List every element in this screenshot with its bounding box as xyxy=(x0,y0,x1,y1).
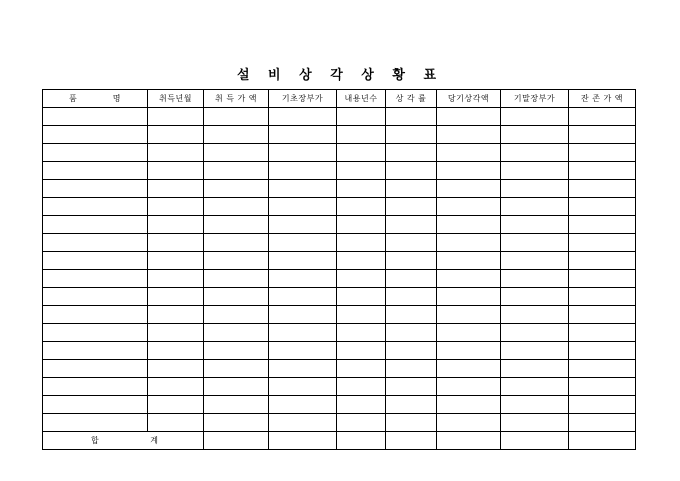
table-cell[interactable] xyxy=(569,342,636,360)
total-cell[interactable] xyxy=(337,432,386,450)
table-cell[interactable] xyxy=(569,378,636,396)
table-cell[interactable] xyxy=(569,396,636,414)
column-header-residual-value: 잔 존 가 액 xyxy=(569,90,636,108)
table-row xyxy=(43,270,636,288)
table-cell[interactable] xyxy=(43,324,148,342)
table-cell[interactable] xyxy=(569,360,636,378)
table-cell[interactable] xyxy=(204,324,269,342)
table-cell[interactable] xyxy=(569,198,636,216)
table-cell[interactable] xyxy=(569,108,636,126)
table-cell[interactable] xyxy=(204,378,269,396)
table-cell[interactable] xyxy=(501,198,569,216)
table-cell[interactable] xyxy=(43,252,148,270)
table-cell[interactable] xyxy=(269,378,337,396)
table-cell[interactable] xyxy=(386,162,437,180)
table-cell[interactable] xyxy=(269,162,337,180)
table-cell[interactable] xyxy=(269,324,337,342)
table-cell[interactable] xyxy=(269,126,337,144)
table-cell[interactable] xyxy=(501,360,569,378)
table-cell[interactable] xyxy=(337,360,386,378)
table-cell[interactable] xyxy=(501,288,569,306)
table-cell[interactable] xyxy=(386,252,437,270)
table-cell[interactable] xyxy=(437,288,501,306)
table-cell[interactable] xyxy=(204,198,269,216)
table-cell[interactable] xyxy=(337,414,386,432)
table-cell[interactable] xyxy=(204,126,269,144)
table-cell[interactable] xyxy=(269,306,337,324)
table-cell[interactable] xyxy=(148,234,204,252)
table-row xyxy=(43,144,636,162)
total-cell[interactable] xyxy=(269,432,337,450)
table-cell[interactable] xyxy=(501,126,569,144)
table-cell[interactable] xyxy=(204,234,269,252)
table-cell[interactable] xyxy=(43,288,148,306)
column-header-current-depreciation: 당기상각액 xyxy=(437,90,501,108)
table-cell[interactable] xyxy=(386,108,437,126)
table-cell[interactable] xyxy=(204,414,269,432)
table-cell[interactable] xyxy=(569,126,636,144)
table-cell[interactable] xyxy=(437,414,501,432)
table-cell[interactable] xyxy=(501,216,569,234)
table-cell[interactable] xyxy=(337,324,386,342)
table-cell[interactable] xyxy=(148,342,204,360)
table-cell[interactable] xyxy=(269,396,337,414)
table-cell[interactable] xyxy=(204,162,269,180)
table-row xyxy=(43,216,636,234)
table-cell[interactable] xyxy=(386,288,437,306)
table-cell[interactable] xyxy=(43,306,148,324)
page-title: 설 비 상 각 상 황 표 xyxy=(236,68,444,83)
total-cell[interactable] xyxy=(501,432,569,450)
table-cell[interactable] xyxy=(437,108,501,126)
table-cell[interactable] xyxy=(148,378,204,396)
table-cell[interactable] xyxy=(437,342,501,360)
table-cell[interactable] xyxy=(148,252,204,270)
table-cell[interactable] xyxy=(43,216,148,234)
table-cell[interactable] xyxy=(437,180,501,198)
table-cell[interactable] xyxy=(148,288,204,306)
table-cell[interactable] xyxy=(148,180,204,198)
table-cell[interactable] xyxy=(269,216,337,234)
table-body xyxy=(43,108,636,432)
table-cell[interactable] xyxy=(269,234,337,252)
table-row xyxy=(43,288,636,306)
table-cell[interactable] xyxy=(269,252,337,270)
table-cell[interactable] xyxy=(437,306,501,324)
table-cell[interactable] xyxy=(501,414,569,432)
table-cell[interactable] xyxy=(204,216,269,234)
table-cell[interactable] xyxy=(204,108,269,126)
table-cell[interactable] xyxy=(569,180,636,198)
table-cell[interactable] xyxy=(148,198,204,216)
table-cell[interactable] xyxy=(204,270,269,288)
table-cell[interactable] xyxy=(501,144,569,162)
table-cell[interactable] xyxy=(437,216,501,234)
column-header-acquisition-date: 취득년월 xyxy=(148,90,204,108)
table-cell[interactable] xyxy=(437,234,501,252)
table-cell[interactable] xyxy=(386,342,437,360)
table-cell[interactable] xyxy=(337,234,386,252)
table-cell[interactable] xyxy=(43,270,148,288)
table-cell[interactable] xyxy=(437,378,501,396)
table-cell[interactable] xyxy=(569,306,636,324)
table-cell[interactable] xyxy=(269,180,337,198)
table-cell[interactable] xyxy=(43,342,148,360)
table-cell[interactable] xyxy=(337,162,386,180)
total-label-part: 합 xyxy=(91,436,99,445)
table-cell[interactable] xyxy=(437,360,501,378)
table-row xyxy=(43,396,636,414)
table-cell[interactable] xyxy=(148,360,204,378)
table-cell[interactable] xyxy=(337,180,386,198)
table-cell[interactable] xyxy=(501,180,569,198)
table-cell[interactable] xyxy=(148,144,204,162)
table-cell[interactable] xyxy=(337,252,386,270)
table-cell[interactable] xyxy=(501,162,569,180)
table-cell[interactable] xyxy=(337,378,386,396)
table-cell[interactable] xyxy=(501,306,569,324)
table-cell[interactable] xyxy=(437,324,501,342)
table-cell[interactable] xyxy=(269,342,337,360)
table-cell[interactable] xyxy=(501,270,569,288)
table-cell[interactable] xyxy=(204,144,269,162)
table-cell[interactable] xyxy=(569,414,636,432)
table-cell[interactable] xyxy=(569,144,636,162)
table-cell[interactable] xyxy=(43,198,148,216)
table-cell[interactable] xyxy=(386,306,437,324)
table-cell[interactable] xyxy=(337,270,386,288)
table-cell[interactable] xyxy=(43,396,148,414)
table-cell[interactable] xyxy=(204,288,269,306)
table-cell[interactable] xyxy=(386,378,437,396)
table-cell[interactable] xyxy=(437,198,501,216)
table-cell[interactable] xyxy=(569,162,636,180)
table-cell[interactable] xyxy=(437,162,501,180)
table-cell[interactable] xyxy=(43,234,148,252)
table-cell[interactable] xyxy=(437,396,501,414)
header-row xyxy=(43,90,636,108)
table-cell[interactable] xyxy=(204,396,269,414)
table-row xyxy=(43,378,636,396)
total-cell[interactable] xyxy=(437,432,501,450)
table-cell[interactable] xyxy=(269,270,337,288)
table-cell[interactable] xyxy=(386,180,437,198)
table-cell[interactable] xyxy=(148,126,204,144)
column-header-depreciation-rate: 상 각 률 xyxy=(386,90,437,108)
table-cell[interactable] xyxy=(501,396,569,414)
table-cell[interactable] xyxy=(337,108,386,126)
table-cell[interactable] xyxy=(569,216,636,234)
table-cell[interactable] xyxy=(43,180,148,198)
table-cell[interactable] xyxy=(43,126,148,144)
table-cell[interactable] xyxy=(386,324,437,342)
table-cell[interactable] xyxy=(269,288,337,306)
table-cell[interactable] xyxy=(337,198,386,216)
total-cell[interactable] xyxy=(204,432,269,450)
table-cell[interactable] xyxy=(569,288,636,306)
table-cell[interactable] xyxy=(148,216,204,234)
table-row xyxy=(43,324,636,342)
table-cell[interactable] xyxy=(386,414,437,432)
table-row xyxy=(43,306,636,324)
table-cell[interactable] xyxy=(148,108,204,126)
table-cell[interactable] xyxy=(569,252,636,270)
table-cell[interactable] xyxy=(43,414,148,432)
table-row xyxy=(43,234,636,252)
table-cell[interactable] xyxy=(148,306,204,324)
table-cell[interactable] xyxy=(43,162,148,180)
table-cell[interactable] xyxy=(204,306,269,324)
table-cell[interactable] xyxy=(337,144,386,162)
depreciation-table xyxy=(42,89,636,450)
table-cell[interactable] xyxy=(501,234,569,252)
table-cell[interactable] xyxy=(43,144,148,162)
table-cell[interactable] xyxy=(269,144,337,162)
table-cell[interactable] xyxy=(269,108,337,126)
table-cell[interactable] xyxy=(337,216,386,234)
table-cell[interactable] xyxy=(204,342,269,360)
table-cell[interactable] xyxy=(337,288,386,306)
table-cell[interactable] xyxy=(148,324,204,342)
table-cell[interactable] xyxy=(337,306,386,324)
table-cell[interactable] xyxy=(386,144,437,162)
table-cell[interactable] xyxy=(386,198,437,216)
table-row xyxy=(43,414,636,432)
table-cell[interactable] xyxy=(204,180,269,198)
table-cell[interactable] xyxy=(337,396,386,414)
table-cell[interactable] xyxy=(386,396,437,414)
table-cell[interactable] xyxy=(337,342,386,360)
table-row xyxy=(43,180,636,198)
column-header-useful-life: 내용년수 xyxy=(337,90,386,108)
table-cell[interactable] xyxy=(269,414,337,432)
table-cell[interactable] xyxy=(386,270,437,288)
table-cell[interactable] xyxy=(501,378,569,396)
table-cell[interactable] xyxy=(501,324,569,342)
table-cell[interactable] xyxy=(148,162,204,180)
table-cell[interactable] xyxy=(337,126,386,144)
table-cell[interactable] xyxy=(437,252,501,270)
table-cell[interactable] xyxy=(437,144,501,162)
table-cell[interactable] xyxy=(386,216,437,234)
column-header-acquisition-cost: 취 득 가 액 xyxy=(204,90,269,108)
table-cell[interactable] xyxy=(204,360,269,378)
column-header-item-name-part: 품 xyxy=(69,94,78,103)
table-cell[interactable] xyxy=(386,360,437,378)
table-row xyxy=(43,198,636,216)
table-cell[interactable] xyxy=(204,252,269,270)
total-row xyxy=(43,432,636,450)
table-cell[interactable] xyxy=(437,126,501,144)
total-cell[interactable] xyxy=(569,432,636,450)
table-cell[interactable] xyxy=(148,396,204,414)
table-cell[interactable] xyxy=(43,108,148,126)
table-cell[interactable] xyxy=(269,360,337,378)
total-label-cell xyxy=(43,432,204,450)
table-cell[interactable] xyxy=(386,234,437,252)
total-cell[interactable] xyxy=(386,432,437,450)
table-row xyxy=(43,126,636,144)
table-cell[interactable] xyxy=(148,414,204,432)
column-header-opening-book-value: 기초장부가 xyxy=(269,90,337,108)
column-header-closing-book-value: 기말장부가 xyxy=(501,90,569,108)
table-cell[interactable] xyxy=(569,234,636,252)
table-row xyxy=(43,342,636,360)
table-cell[interactable] xyxy=(269,198,337,216)
table-cell[interactable] xyxy=(43,378,148,396)
table-row xyxy=(43,360,636,378)
table-cell[interactable] xyxy=(43,360,148,378)
table-row xyxy=(43,108,636,126)
table-row xyxy=(43,252,636,270)
total-label-part: 계 xyxy=(150,436,158,445)
column-header-item-name xyxy=(43,90,148,108)
table-cell[interactable] xyxy=(501,252,569,270)
table-cell[interactable] xyxy=(148,270,204,288)
table-cell[interactable] xyxy=(437,270,501,288)
table-cell[interactable] xyxy=(501,342,569,360)
table-cell[interactable] xyxy=(569,270,636,288)
table-row xyxy=(43,162,636,180)
table-cell[interactable] xyxy=(386,126,437,144)
table-cell[interactable] xyxy=(501,108,569,126)
table-cell[interactable] xyxy=(569,324,636,342)
column-header-item-name-part: 명 xyxy=(112,94,121,103)
